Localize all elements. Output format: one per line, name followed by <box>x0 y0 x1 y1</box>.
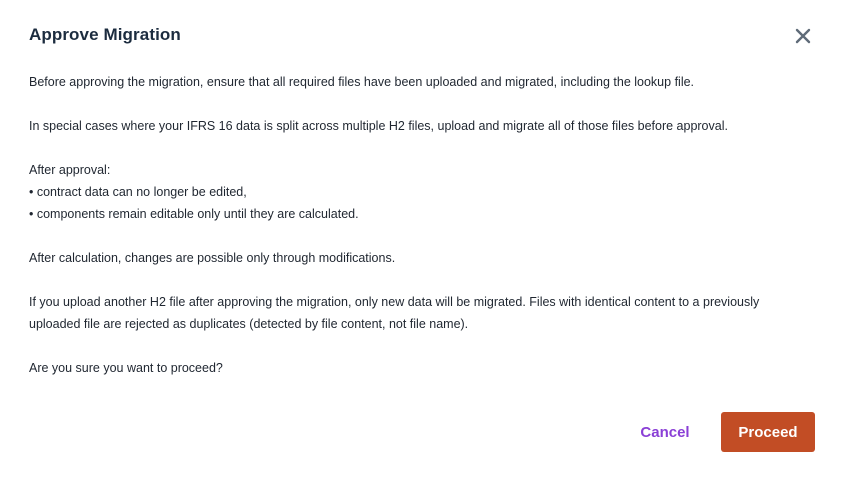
confirm-question: Are you sure you want to proceed? <box>29 361 223 375</box>
duplicate-upload-text-line2: uploaded file are rejected as duplicates (detected by file content, not file name). <box>29 317 469 331</box>
split-files-text: In special cases where your IFRS 16 data is split across multiple H2 files, upload and migrate all of those files before approval. <box>29 119 728 133</box>
after-calculation-text: After calculation, changes are possible only through modifications. <box>29 251 396 265</box>
dialog-body <box>29 71 809 379</box>
close-button[interactable] <box>790 23 816 49</box>
close-icon <box>790 23 816 49</box>
proceed-button[interactable]: Proceed <box>721 412 815 452</box>
approval-prerequisites-text: Before approving the migration, ensure that all required files have been uploaded and migrated, including the lookup file. <box>29 75 695 89</box>
after-approval-bullet-contract: • contract data can no longer be edited, <box>29 185 247 199</box>
cancel-button[interactable]: Cancel <box>630 412 700 452</box>
after-approval-bullet-components: • components remain editable only until they are calculated. <box>29 207 359 221</box>
duplicate-upload-text-line1: If you upload another H2 file after approving the migration, only new data will be migrated. Files with identical content to a previously <box>29 295 760 309</box>
after-approval-heading: After approval: <box>29 163 111 177</box>
dialog-title: Approve Migration <box>29 25 181 44</box>
